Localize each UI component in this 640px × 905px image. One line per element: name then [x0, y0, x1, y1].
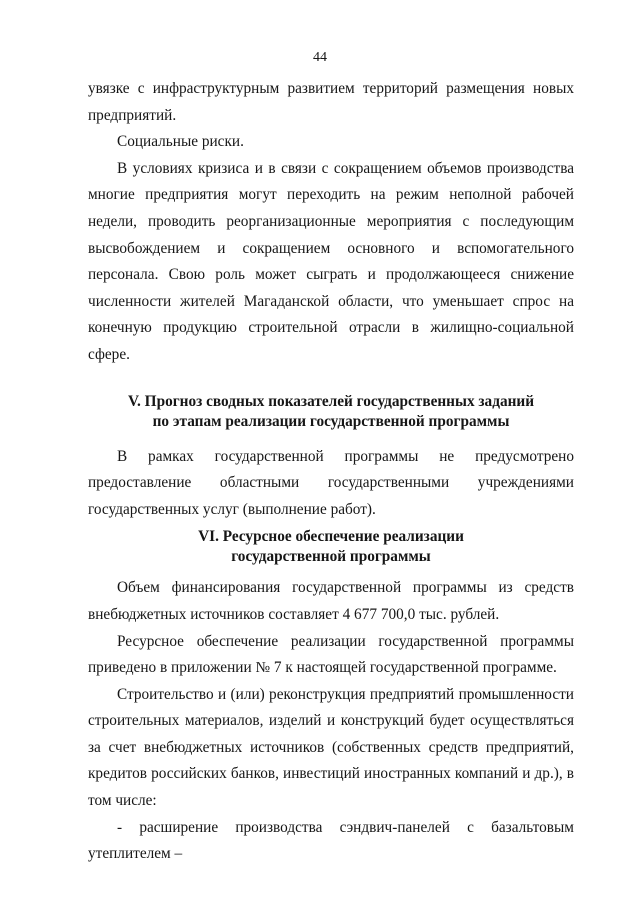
bullet-word: производства	[235, 818, 323, 836]
paragraph-crisis: В условиях кризиса и в связи с сокращением объемов производства многие предприятия могут переходить на режим неполной рабочей недели, проводить реорганизационные мероприятия с последующим высвобождением и сокращением основного и вспомогательного персонала. Свою роль может сыграть и продолжающееся снижение численности жителей Магаданской области, что уменьшает спрос на конечную продукцию строительной отрасли в жилищно-социальной сфере.	[88, 159, 574, 363]
section-vi-heading-line1: VI. Ресурсное обеспечение реализации	[198, 528, 464, 546]
paragraph-social-risks: Социальные риски.	[117, 133, 244, 151]
section-v-heading	[88, 392, 574, 432]
section-vi-heading	[88, 527, 574, 567]
bullet-word: сэндвич-панелей	[339, 818, 450, 836]
paragraph-state-tasks: В рамках государственной программы не предусмотрено предоставление областными государственными учреждениями государственных услуг (выполнение работ).	[88, 447, 574, 518]
bullet-word: базальтовым	[491, 818, 574, 836]
section-v-heading-line2: по этапам реализации государственной программы	[152, 412, 510, 430]
paragraph-financing: Объем финансирования государственной программы из средств внебюджетных источников составляет 4 677 700,0 тыс. рублей.	[88, 579, 574, 623]
bullet-word: расширение	[139, 818, 219, 836]
paragraph-infrastructure: увязке с инфраструктурным развитием территорий размещения новых предприятий.	[88, 80, 574, 124]
section-v-heading-line1: V. Прогноз сводных показателей государственных заданий	[127, 392, 535, 410]
paragraph-resource-support: Ресурсное обеспечение реализации государственной программы приведено в приложении № 7 к настоящей государственной программе.	[88, 632, 574, 677]
bullet-item	[88, 815, 574, 842]
bullet-dash: -	[117, 818, 123, 836]
page-number: 44	[313, 50, 327, 65]
document-body	[88, 76, 574, 868]
paragraph-construction: Строительство и (или) реконструкция предприятий промышленности строительных материалов, изделий и конструкций будет осуществляться за счет внебюджетных источников (собственных средств предприятий, кредитов российских банков, инвестиций иностранных компаний и др.), в том числе:	[88, 685, 574, 810]
bullet-continuation: утеплителем –	[88, 845, 183, 863]
bullet-word: с	[467, 818, 474, 836]
section-vi-heading-line2: государственной программы	[231, 548, 431, 566]
